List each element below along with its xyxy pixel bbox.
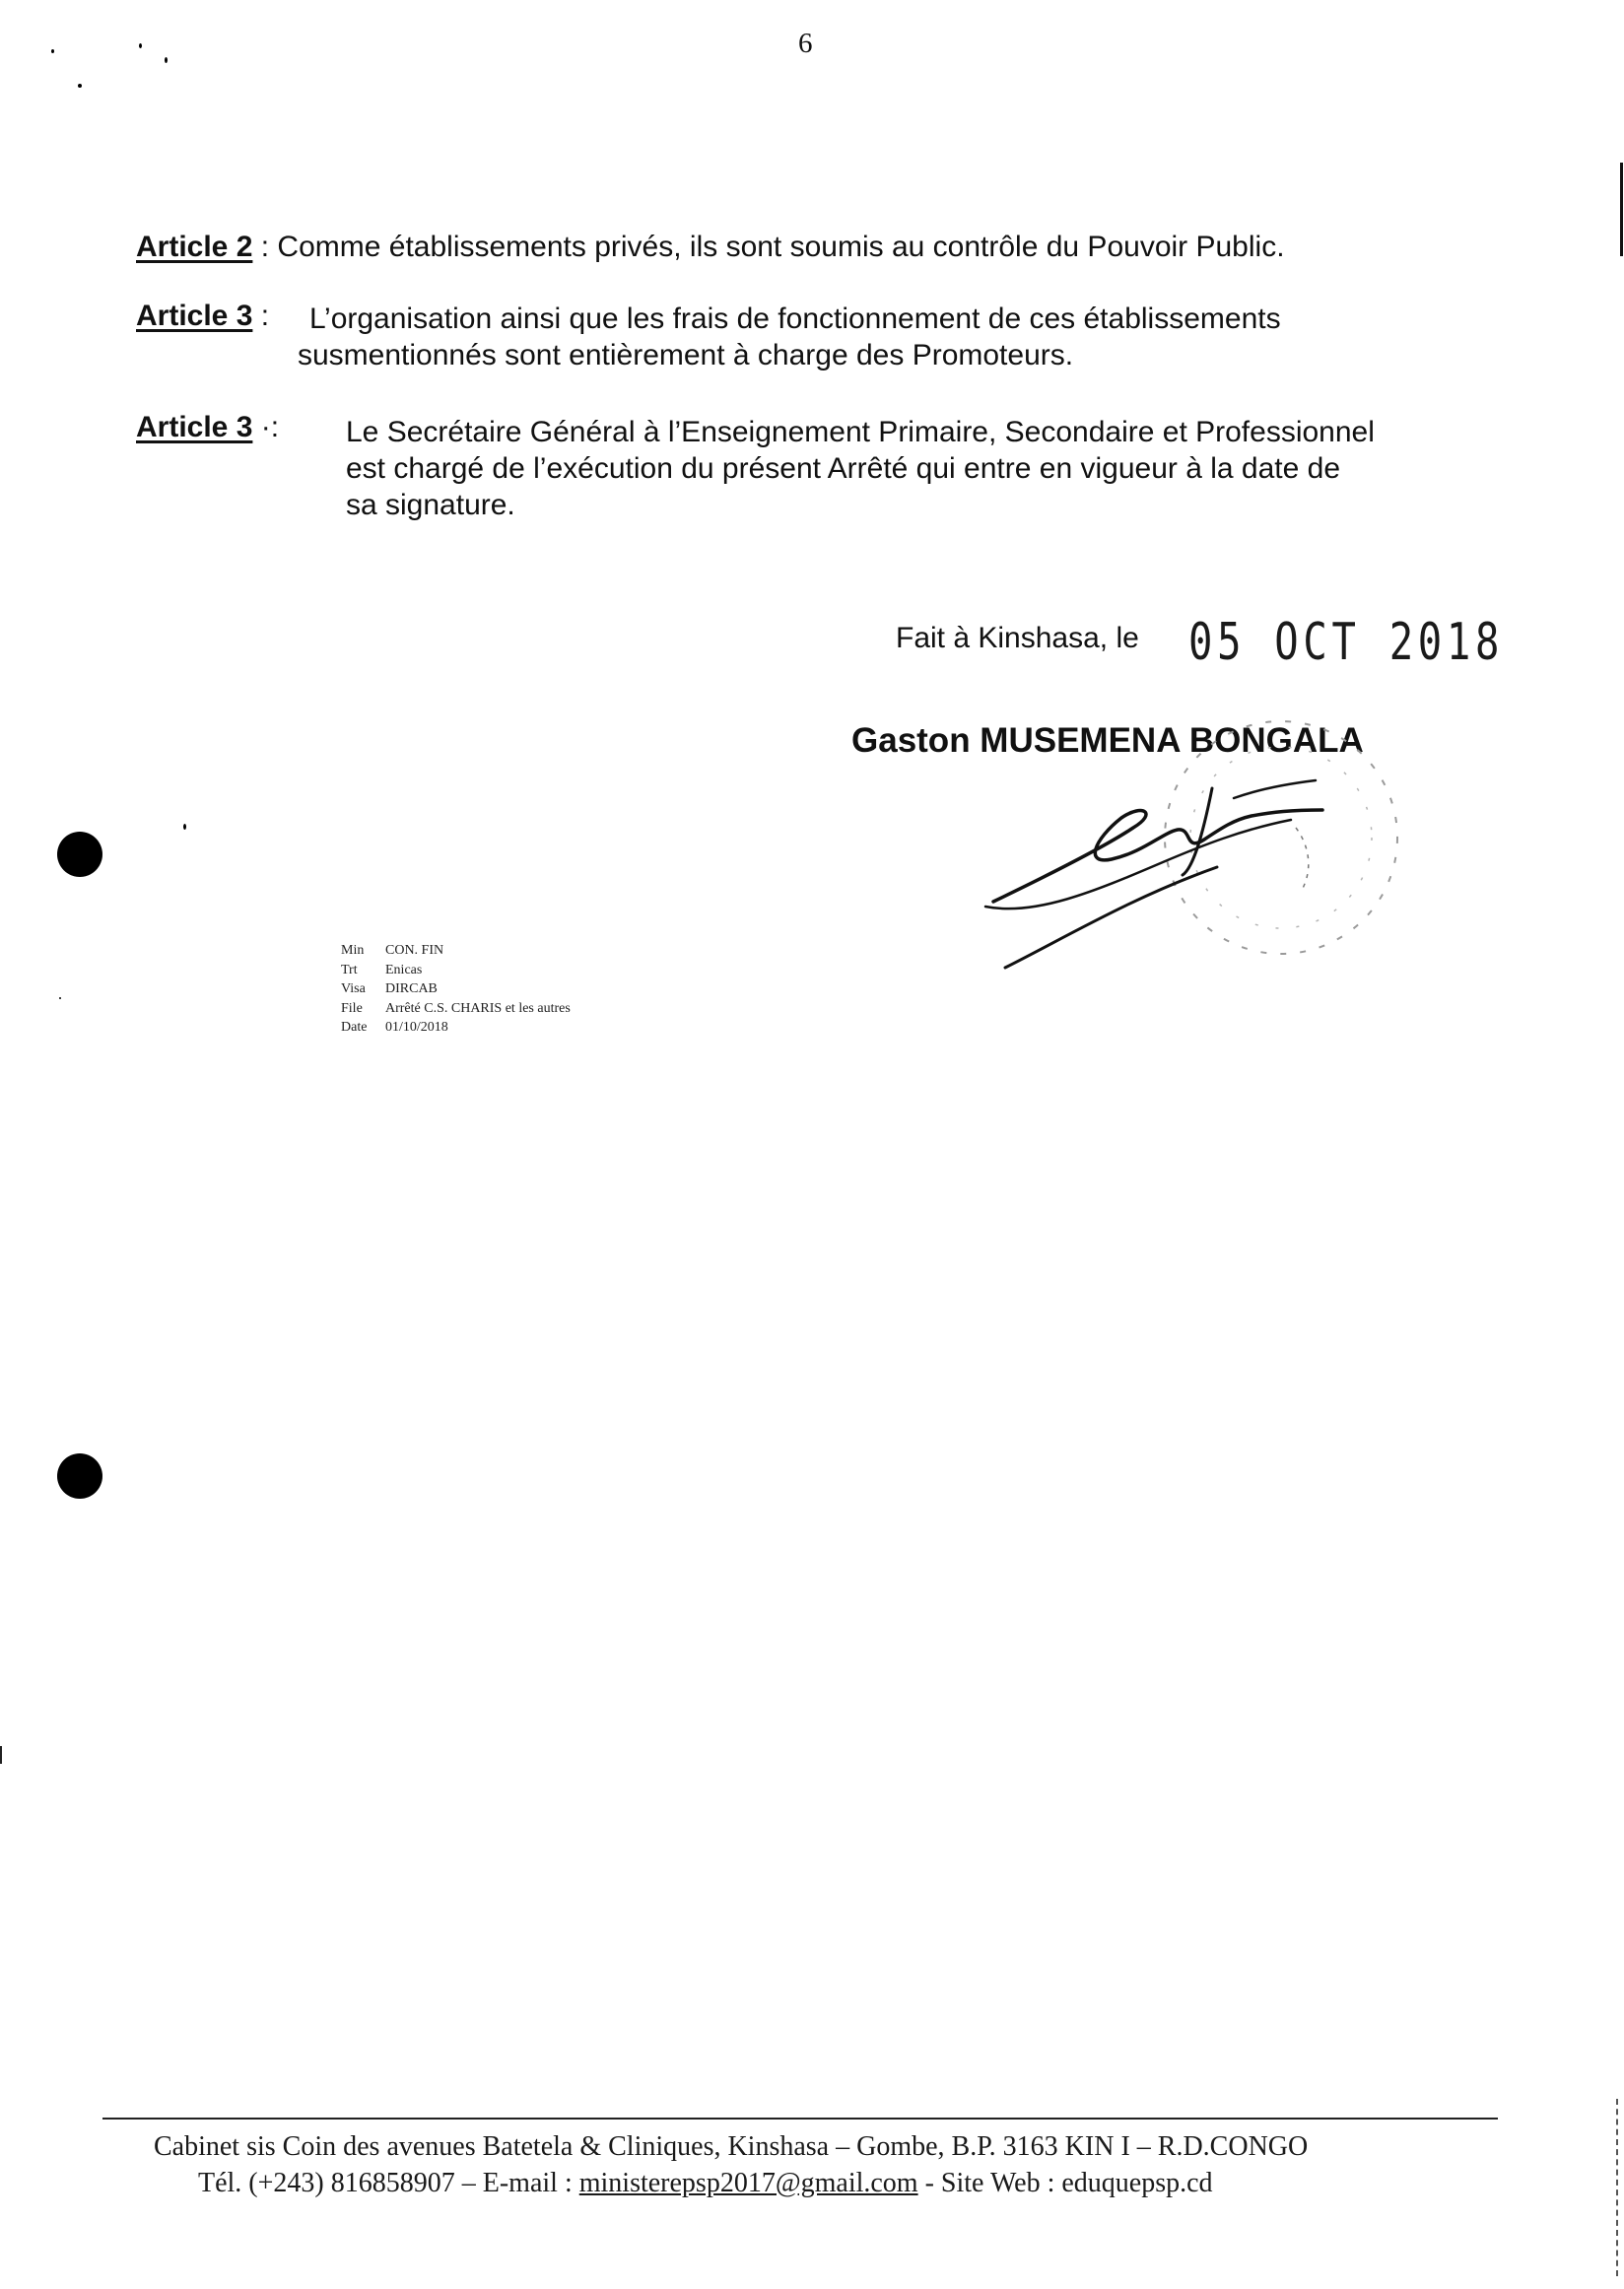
footer-email-link[interactable]: ministerepsp2017@gmail.com — [578, 2168, 918, 2198]
footer-phone: Tél. (+243) 816858907 – E-mail : — [198, 2168, 579, 2198]
scan-speck — [183, 824, 186, 830]
article-separator: ·: — [260, 411, 280, 443]
reference-line — [341, 961, 571, 980]
reference-value: Enicas — [385, 962, 423, 977]
article-2 — [136, 229, 1285, 265]
article-separator: : — [260, 231, 270, 263]
reference-line — [341, 941, 571, 961]
scan-speck — [139, 43, 142, 48]
reference-key: Date — [341, 1020, 368, 1035]
reference-line — [341, 979, 571, 999]
reference-line — [341, 1018, 571, 1038]
stamp-date: 05 OCT 2018 — [1188, 613, 1505, 672]
article-3b-label — [136, 409, 279, 445]
article-text: Comme établissements privés, ils sont soumis au contrôle du Pouvoir Public. — [277, 231, 1285, 263]
article-label: Article 3 — [136, 411, 253, 443]
footer-website: - Site Web : eduquepsp.cd — [917, 2168, 1213, 2198]
article-line: L’organisation ainsi que les frais de fonctionnement de ces établissements — [309, 303, 1281, 335]
reference-line — [341, 999, 571, 1019]
article-label: Article 2 — [136, 231, 253, 263]
scan-speck — [165, 57, 168, 63]
signature-seal-overlap — [1296, 828, 1309, 892]
reference-block — [341, 941, 571, 1038]
article-line: susmentionnés sont entièrement à charge des Promoteurs. — [298, 339, 1074, 371]
binder-hole — [57, 832, 102, 877]
scan-speck — [78, 84, 82, 88]
signature — [976, 759, 1360, 985]
reference-value: DIRCAB — [385, 981, 438, 996]
page-number: 6 — [798, 28, 813, 59]
scan-speck — [51, 49, 54, 53]
article-3b-text — [346, 414, 1375, 523]
article-label: Article 3 — [136, 300, 253, 332]
article-line: sa signature. — [346, 489, 515, 521]
article-3-text — [309, 301, 1281, 337]
scan-edge-mark — [1620, 163, 1623, 256]
reference-key: Min — [341, 943, 365, 958]
reference-value: Arrêté C.S. CHARIS et les autres — [385, 1000, 571, 1016]
footer-address: Cabinet sis Coin des avenues Batetela & Cliniques, Kinshasa – Gombe, B.P. 3163 KIN I – R.D.CONGO — [154, 2131, 1309, 2162]
article-3-label — [136, 298, 269, 334]
article-line: est chargé de l’exécution du présent Arrêté qui entre en vigueur à la date de — [346, 452, 1340, 485]
signatory-name: Gaston MUSEMENA BONGALA — [851, 721, 1364, 760]
scan-edge-mark — [1616, 2099, 1621, 2276]
article-separator: : — [260, 300, 270, 332]
reference-value: 01/10/2018 — [385, 1020, 448, 1035]
reference-key: File — [341, 1000, 363, 1016]
scan-speck — [59, 997, 61, 999]
signature-stroke-top — [1234, 780, 1316, 798]
reference-key: Trt — [341, 962, 358, 977]
binder-hole — [57, 1453, 102, 1499]
scan-edge-mark — [0, 1746, 2, 1764]
footer-contact — [198, 2168, 1213, 2199]
article-3-text-continued — [298, 337, 1073, 373]
article-line: Le Secrétaire Général à l’Enseignement Primaire, Secondaire et Professionnel — [346, 416, 1375, 448]
footer-rule — [102, 2118, 1498, 2120]
place-date-label: Fait à Kinshasa, le — [896, 622, 1139, 654]
signature-underline — [985, 820, 1291, 909]
reference-key: Visa — [341, 981, 366, 996]
reference-value: CON. FIN — [385, 943, 444, 958]
